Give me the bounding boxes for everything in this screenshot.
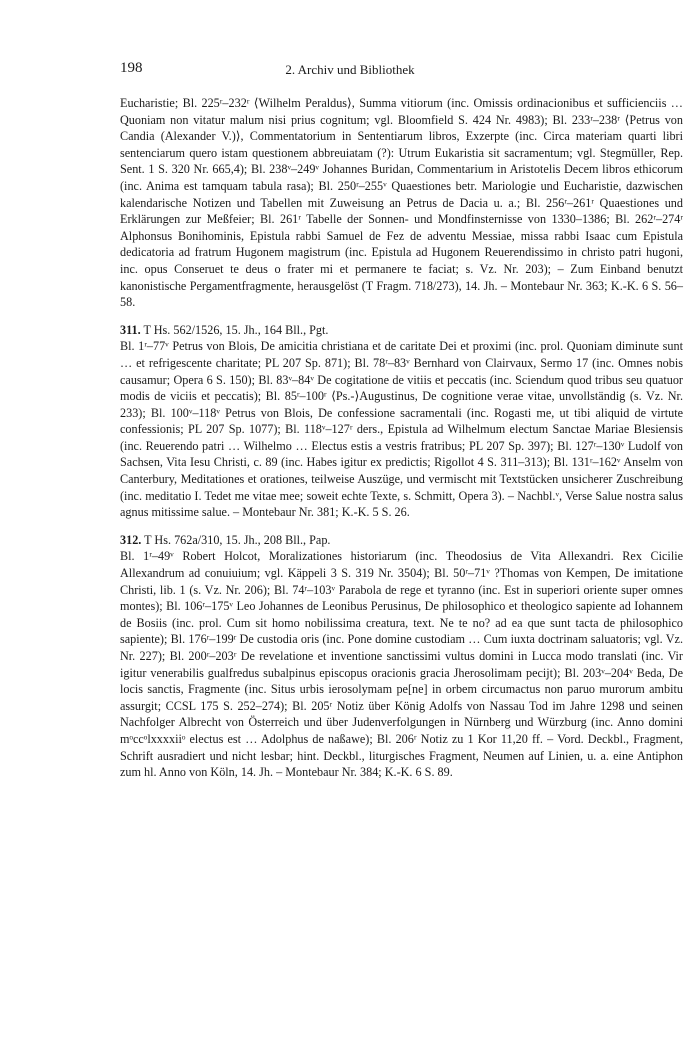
page-body	[120, 95, 683, 781]
entry-heading-text: T Hs. 762a/310, 15. Jh., 208 Bll., Pap.	[144, 532, 331, 547]
entry-number: 311.	[120, 322, 141, 337]
intro-paragraph: Eucharistie; Bl. 225ʳ–232ʳ ⟨Wilhelm Peraldus⟩, Summa vitiorum (inc. Omissis ordinacionibus et sufficienciis … Quoniam non vitatur malum nisi prius cognitum; vgl. Bloomfield S. 424 Nr. 4983); Bl. 233ʳ–238ʳ ⟨Petrus von Candia (Alexander V.)⟩, Commentatorium in Sententiarum libros, Exzerpte (inc. Circa materiam quarti libri sentenciarum quero istam questionem abbreuiatam (?): Utrum Eukaristia sit sacramentum; vgl. Stegmüller, Rep. Sent. 1 S. 320 Nr. 665,4); Bl. 238ᵛ–249ᵛ Johannes Buridan, Commentarium in Aristotelis Decem libros ethicorum (inc. Anima est tamquam tabula rasa); Bl. 250ʳ–255ᵛ Quaestiones betr. Mariologie und Eucharistie, dazwischen kalendarische Notizen und Tabellen mit Zuweisung an Petrus de Dacia u. a.; Bl. 256ʳ–261ʳ Quaestiones und Erklärungen zur Meßfeier; Bl. 261ʳ Tabelle der Sonnen- und Mondfinsternisse von 1330–1386; Bl. 262ʳ–274ʳ Alphonsus Bonihominis, Epistula rabbi Samuel de Fez de adventu Messiae, missa rabbi Isaac cum Epistula dedicatoria ad fratrum Hugonem magistrum (inc. Epistula ad Hugonem Reuerendissimo in christo patri hugoni, inc. opus Conseruet te deus o frater mi et permanere te faciat; s. Vz. Nr. 203); – Zum Einband benutzt kanonistische Pergamentfragmente, herausgelöst (T Fragm. 718/273), 14. Jh. – Montebaur Nr. 363; K.-K. 6 S. 56–58.	[120, 96, 683, 310]
entry-body: Bl. 1ʳ–77ᵛ Petrus von Blois, De amicitia christiana et de caritate Dei et proximi (inc. prol. Quoniam diminute sunt … et refrigescente charitate; PL 207 Sp. 871); Bl. 78ʳ–83ᵛ Bernhard von Clairvaux, Sermo 17 (inc. Omnes nobis causamur; Opera 6 S. 150); Bl. 83ᵛ–84ᵛ De cogitatione de vitiis et peccatis (inc. Sciendum quod tribus seu quatuor modis de viciis et peccatis); Bl. 85ʳ–100ʳ ⟨Ps.-⟩Augustinus, De cognitione verae vitae, unvollständig (s. Vz. Nr. 233); Bl. 100ᵛ–118ᵛ Petrus von Blois, De confessione sacramentali (inc. Rogasti me, ut tibi aliquid de virtute confessionis; PL 207 Sp. 1077); Bl. 118ᵛ–127ʳ ders., Epistula ad Wilhelmum electum Sanctae Mariae Blesiensis (inc. Reuerendo patri … Wilhelmo … Electus estis a vestris fratribus; PL 207 Sp. 397); Bl. 127ʳ–130ᵛ Ludolf von Sachsen, Vita Iesu Christi, c. 89 (inc. Habes igitur ex predictis; Rigollot 4 S. 311–313); Bl. 131ʳ–162ᵛ Anselm von Canterbury, Meditationes et orationes, teilweise Auszüge, und vermischt mit Textstücken unsicherer Zuschreibung (inc. meditatio I. Tedet me vitae mee; soweit echte Texte, s. Schmitt, Opera 3). – Nachbl.ᵛ, Verse Salue nostra salus agnus mitissime salue. – Montebaur Nr. 381; K.-K. 5 S. 26.	[120, 339, 683, 520]
catalog-entry-312	[120, 532, 683, 781]
running-head: 2. Archiv und Bibliothek	[285, 62, 415, 77]
entry-heading-312	[120, 532, 683, 549]
entry-number: 312.	[120, 532, 142, 547]
entry-heading-text: T Hs. 562/1526, 15. Jh., 164 Bll., Pgt.	[143, 322, 329, 337]
entry-body: Bl. 1ʳ–49ᵛ Robert Holcot, Moralizationes historiarum (inc. Theodosius de Vita Allexandri. Rex Cicilie Allexandrum ad conuiuium; vgl. Käppeli 3 S. 319 Nr. 3504); Bl. 50ʳ–71ᵛ ?Thomas von Kempen, De imitatione Christi, lib. 1 (s. Vz. Nr. 206); Bl. 74ʳ–103ᵛ Parabola de rege et tyranno (inc. Est in superiori oriente super omnes montes); Bl. 106ʳ–175ᵛ Leo Johannes de Leonibus Perusinus, De philosophico et theologico sapiente ad Iohannem de Bosiis (inc. prol. Cum sit homo nobilissima creatura, text. Ne te no? ad ea que sunt tacta de philosophico sapiente); Bl. 176ʳ–199ʳ De custodia oris (inc. Pone domine custodiam … Cum iuxta doctrinam saluatoris; vgl. Vz. Nr. 227); Bl. 200ʳ–203ʳ De revelatione et inventione sanctissimi vultus domini in Lucca modo translati (inc. Vir igitur venerabilis gualfredus subalpinus episcopus oracionis gracia Jherosolimam pecijt); Bl. 203ᵛ–204ᵛ Beda, De locis sanctis, Fragmente (inc. Situs urbis ierosolymam pe[ne] in orbem circumactus non paruo murorum ambitu assurgit; CCSL 175 S. 252–274); Bl. 205ʳ Notiz über König Adolfs von Nassau Tod im Jahre 1298 und seinen Nachfolger Albrecht von Österreich und über Judenverfolgungen in Nürnberg und Würzburg (inc. Anno domini mᵒccᵒlxxxxiiᵒ electus est … Adolphus de naßawe); Bl. 206ʳ Notiz zu 1 Kor 11,20 ff. – Vord. Deckbl., Fragment, Schrift ausradiert und nicht lesbar; hint. Deckbl., liturgisches Fragment, Neumen auf Linien, u. a. eine Antiphon zum hl. Anno von Köln, 14. Jh. – Montebaur Nr. 384; K.-K. 6 S. 89.	[120, 549, 683, 780]
page-number: 198	[120, 60, 143, 76]
catalog-entry-311	[120, 322, 683, 521]
entry-heading-311	[120, 322, 683, 339]
